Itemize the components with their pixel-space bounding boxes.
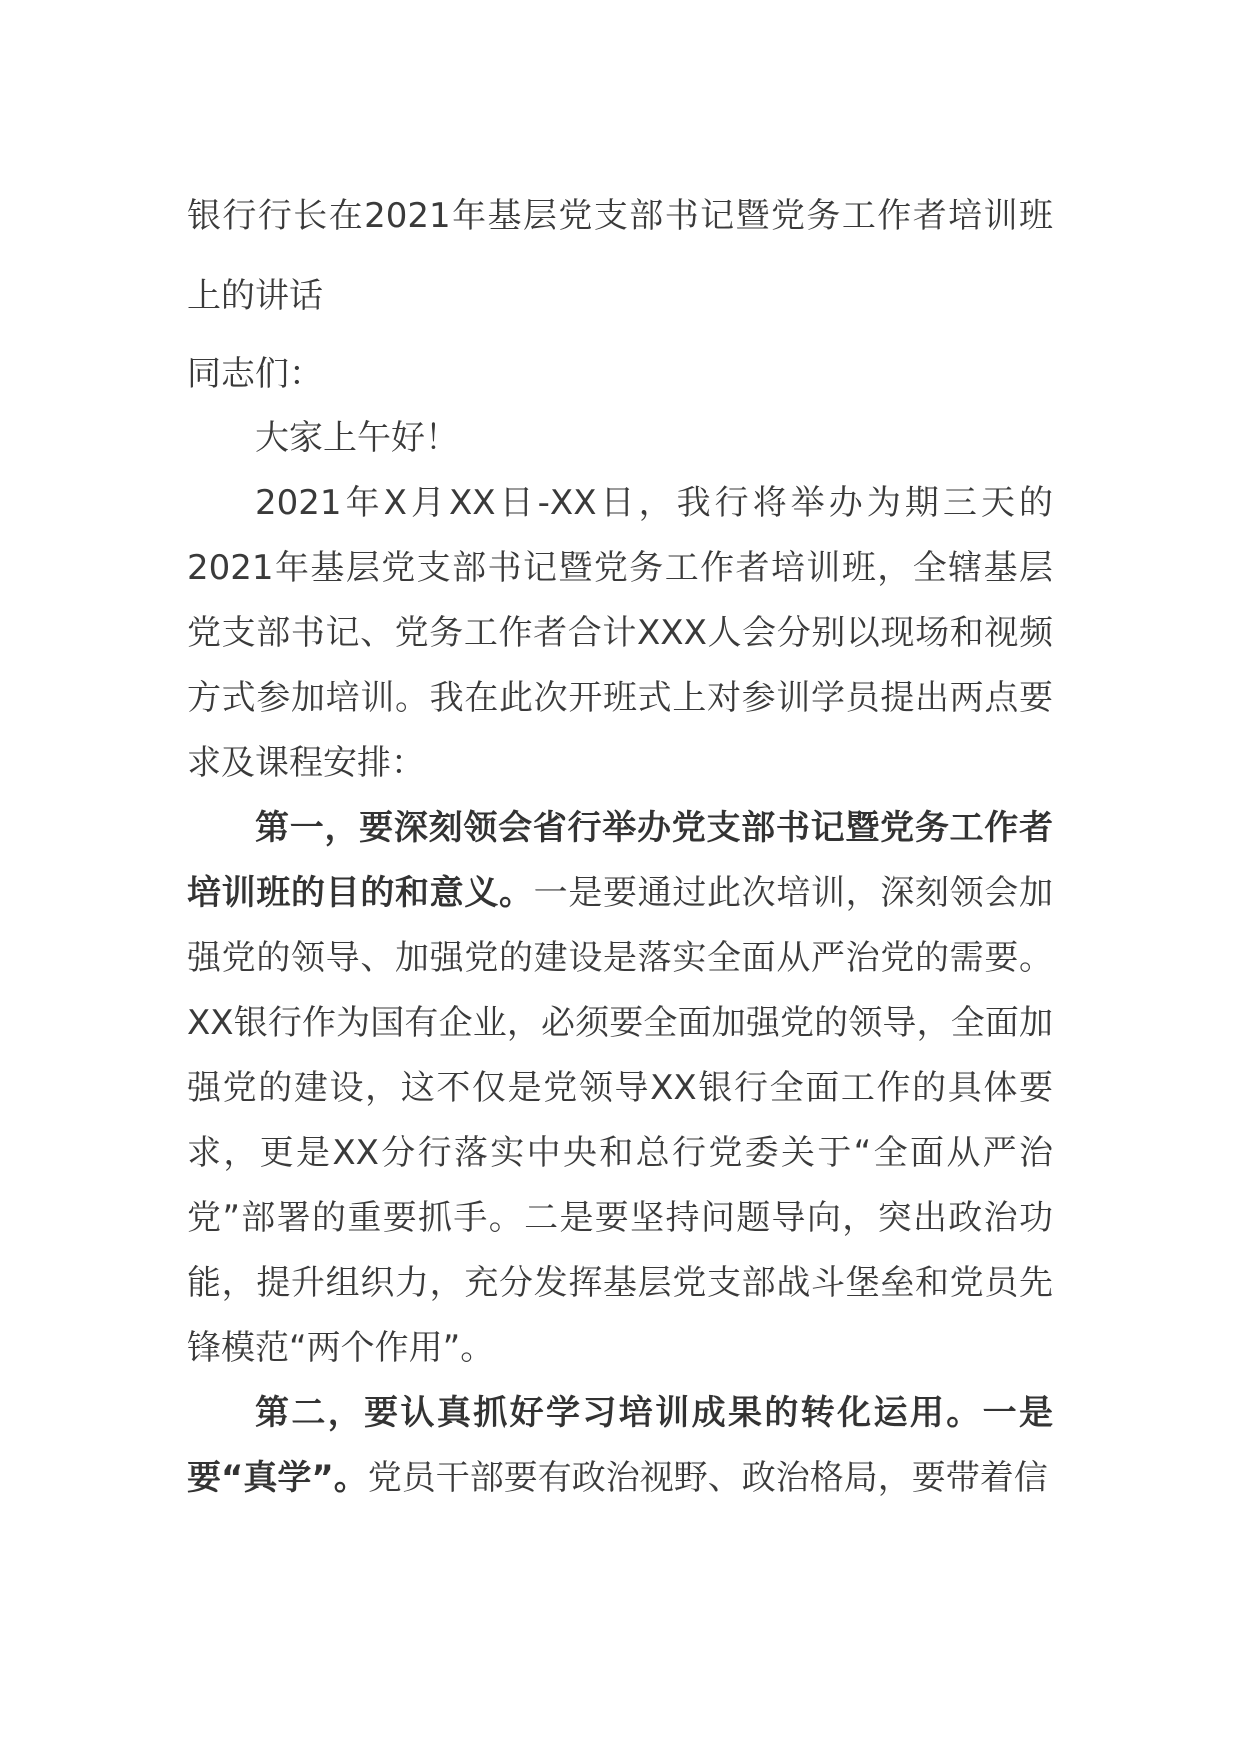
point-two-paragraph xyxy=(187,1381,1053,1511)
salutation: 同志们： xyxy=(187,354,323,394)
intro-paragraph: 2021年X月XX日-XX日，我行将举办为期三天的2021年基层党支部书记暨党务工作者培训班，全辖基层党支部书记、党务工作者合计XXX人会分别以现场和视频方式参加培训。我在此次开班式上对参训学员提出两点要求及课程安排： xyxy=(187,483,1053,783)
point-two-body: 党员干部要有政治视野、政治格局，要带着信 xyxy=(367,1458,1048,1498)
document-title: 银行行长在2021年基层党支部书记暨党务工作者培训班上的讲话 xyxy=(187,196,1053,316)
point-one-paragraph xyxy=(187,796,1053,1381)
greeting-paragraph: 大家上午好！ xyxy=(255,418,459,458)
point-one-body: 一是要通过此次培训，深刻领会加强党的领导、加强党的建设是落实全面从严治党的需要。XX银行作为国有企业，必须要全面加强党的领导，全面加强党的建设，这不仅是党领导XX银行全面工作的具体要求，更是XX分行落实中央和总行党委关于“全面从严治党”部署的重要抓手。二是要坚持问题导向，突出政治功能，提升组织力，充分发挥基层党支部战斗堡垒和党员先锋模范“两个作用”。 xyxy=(187,873,1054,1368)
document-body xyxy=(187,196,1053,1511)
point-one-heading: 第一，要深刻领会省行举办党支部书记暨党务工作者培训班的目的和意义。 xyxy=(187,808,1053,913)
point-two-heading: 第二，要认真抓好学习培训成果的转化运用。一是要“真学”。 xyxy=(187,1393,1053,1498)
